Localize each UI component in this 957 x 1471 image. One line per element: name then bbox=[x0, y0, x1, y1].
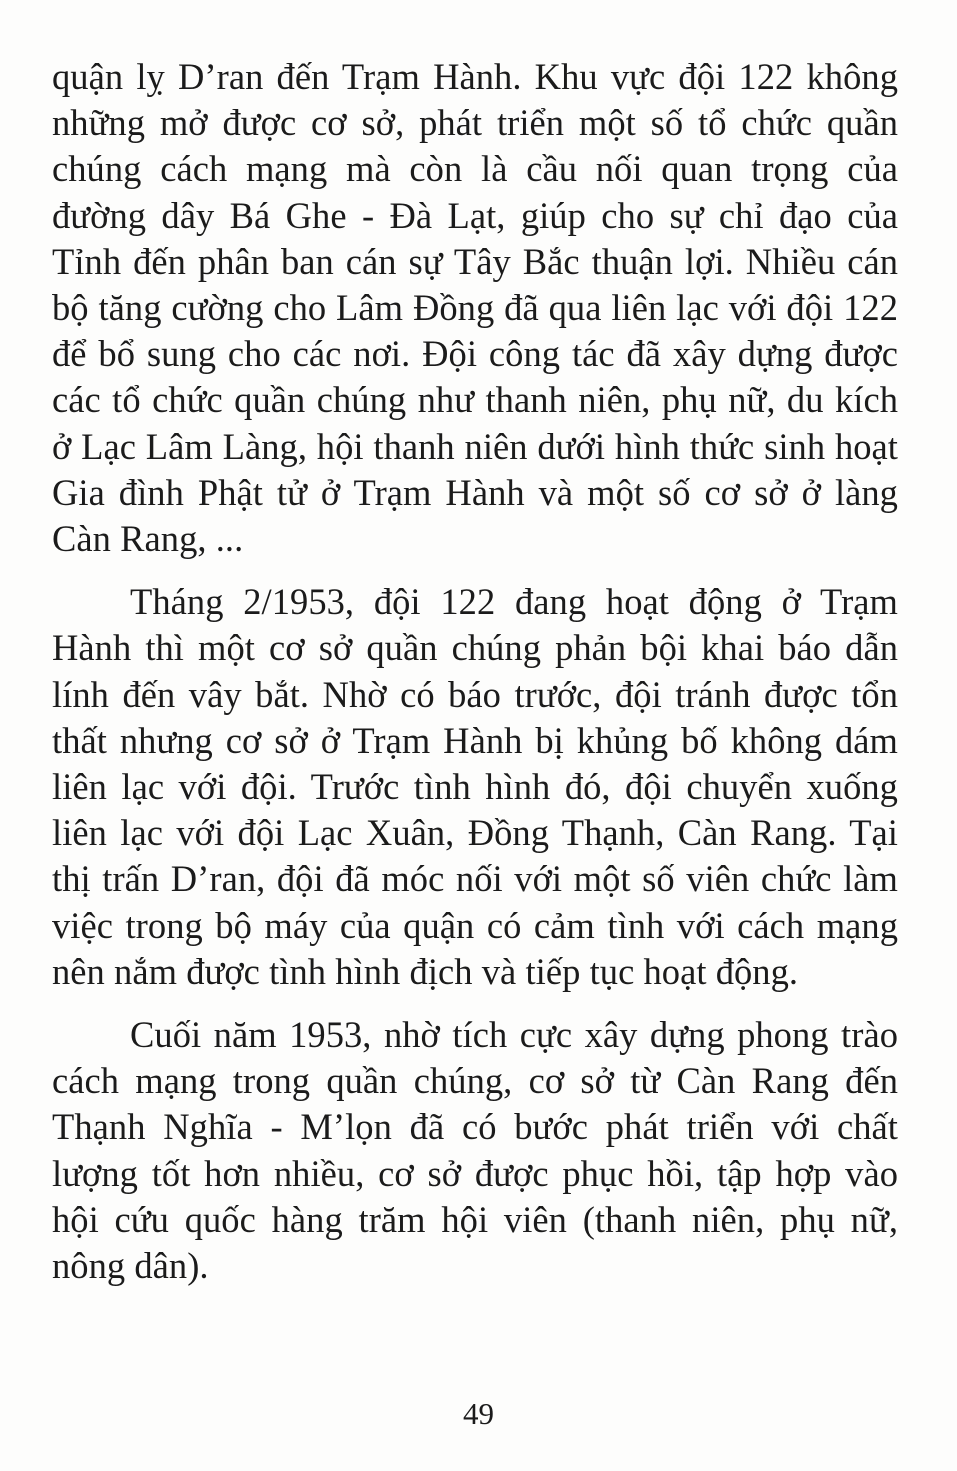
paragraph-continued: quận lỵ D’ran đến Trạm Hành. Khu vực đội 122 không những mở được cơ sở, phát triển một số tổ chức quần chúng cách mạng mà còn là cầu nối quan trọng của đường dây Bá Ghe - Đà Lạt, giúp cho sự chỉ đạo của Tỉnh đến phân ban cán sự Tây Bắc thuận lợi. Nhiều cán bộ tăng cường cho Lâm Đồng đã qua liên lạc với đội 122 để bổ sung cho các nơi. Đội công tác đã xây dựng được các tổ chức quần chúng như thanh niên, phụ nữ, du kích ở Lạc Lâm Làng, hội thanh niên dưới hình thức sinh hoạt Gia đình Phật tử ở Trạm Hành và một số cơ sở ở làng Càn Rang, ... bbox=[52, 56, 898, 560]
paragraph-end-1953: Cuối năm 1953, nhờ tích cực xây dựng phong trào cách mạng trong quần chúng, cơ sở từ Càn Rang đến Thạnh Nghĩa - M’lọn đã có bước phát triển với chất lượng tốt hơn nhiều, cơ sở được phục hồi, tập hợp vào hội cứu quốc hàng trăm hội viên (thanh niên, phụ nữ, nông dân). bbox=[52, 1014, 898, 1287]
page-number: 49 bbox=[463, 1396, 494, 1431]
body-text bbox=[52, 54, 898, 1289]
paragraph-february-1953: Tháng 2/1953, đội 122 đang hoạt động ở Trạm Hành thì một cơ sở quần chúng phản bội khai báo dẫn lính đến vây bắt. Nhờ có báo trước, đội tránh được tổn thất nhưng cơ sở ở Trạm Hành bị khủng bố không dám liên lạc với đội. Trước tình hình đó, đội chuyển xuống liên lạc với đội Lạc Xuân, Đồng Thạnh, Càn Rang. Tại thị trấn D’ran, đội đã móc nối với một số viên chức làm việc trong bộ máy của quận có cảm tình với cách mạng nên nắm được tình hình địch và tiếp tục hoạt động. bbox=[52, 581, 898, 992]
